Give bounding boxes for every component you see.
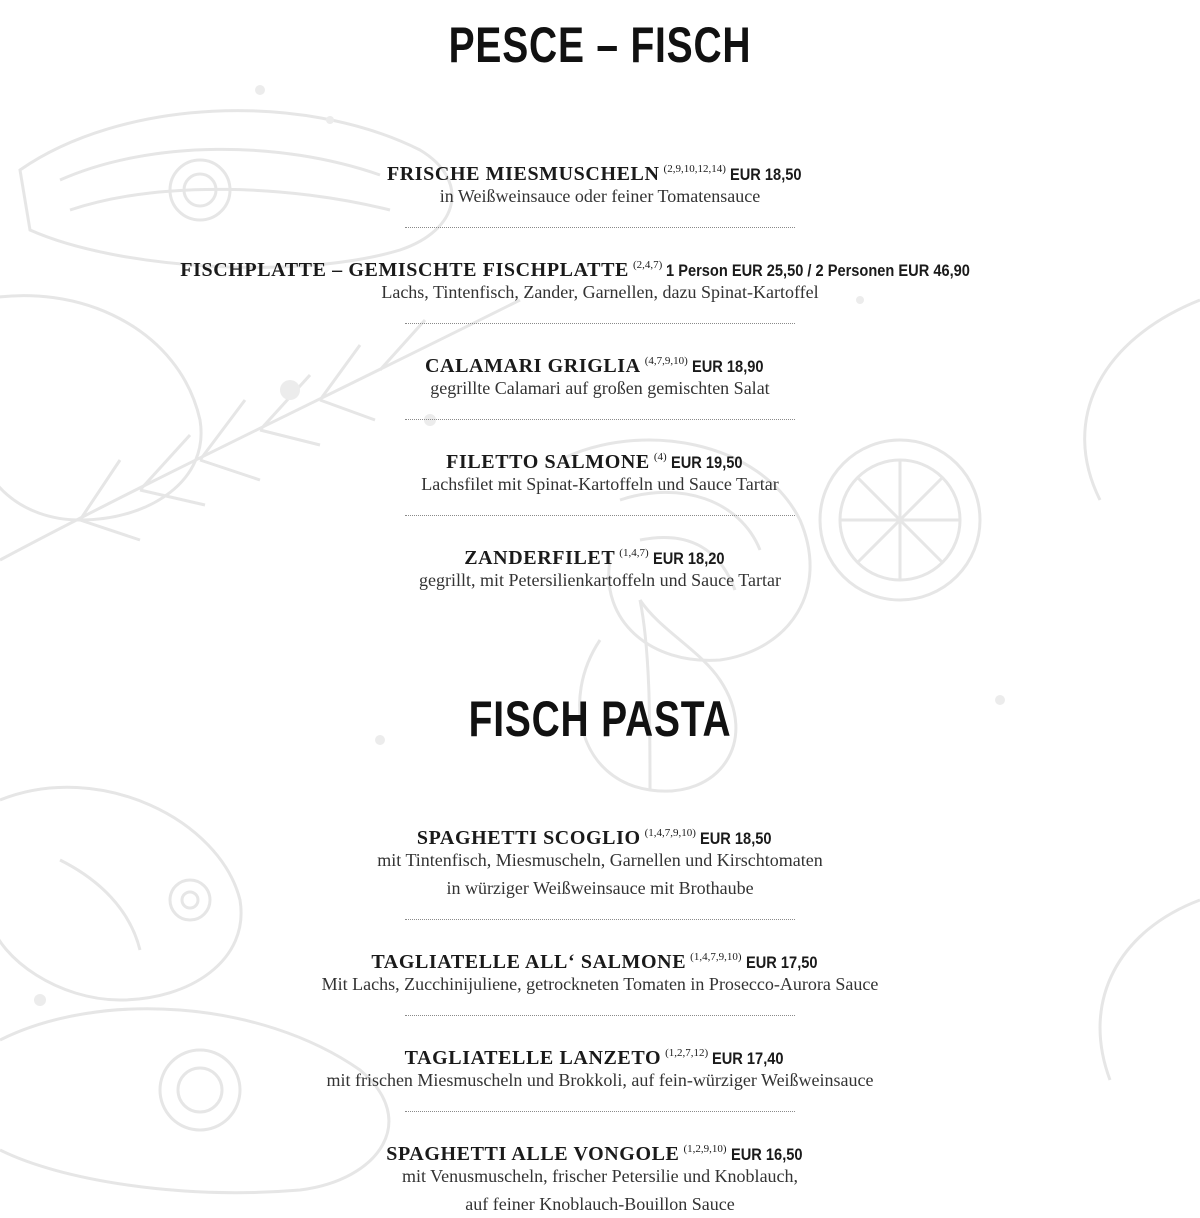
menu-item-price: 1 Person EUR 25,50 / 2 Personen EUR 46,90 <box>666 261 971 280</box>
menu-item <box>0 944 1200 998</box>
menu-item-description: Lachsfilet mit Spinat-Kartoffeln und Sauce Tartar <box>421 474 779 494</box>
section-items-pesce-fisch <box>0 156 1200 594</box>
menu-item <box>0 348 1200 402</box>
allergen-codes: (1,2,7,12) <box>665 1047 709 1059</box>
menu-item-name: FRISCHE MIESMUSCHELN <box>386 163 660 185</box>
menu-item-price: EUR 18,50 <box>729 165 802 184</box>
dotted-divider <box>405 1111 795 1112</box>
menu-item-name: FILETTO SALMONE <box>446 451 650 473</box>
menu-item <box>0 252 1200 306</box>
menu-item-description: Lachs, Tintenfisch, Zander, Garnellen, dazu Spinat-Kartoffel <box>381 282 819 302</box>
section-items-fisch-pasta <box>0 820 1200 1218</box>
menu-item-price: EUR 18,90 <box>691 357 764 376</box>
dotted-divider <box>405 515 795 516</box>
menu-item-price: EUR 18,20 <box>652 549 725 568</box>
allergen-codes: (4,7,9,10) <box>644 355 688 367</box>
menu-item-name: TAGLIATELLE ALL‘ SALMONE <box>371 951 687 973</box>
dotted-divider <box>405 323 795 324</box>
menu-item-description: in Weißweinsauce oder feiner Tomatensauce <box>439 186 761 206</box>
menu-item <box>0 1040 1200 1094</box>
menu-item <box>0 540 1200 594</box>
menu-item <box>0 156 1200 210</box>
menu-item-description: gegrillt, mit Petersilienkartoffeln und Sauce Tartar <box>419 570 781 590</box>
dotted-divider <box>405 419 795 420</box>
menu-item-price: EUR 18,50 <box>699 829 772 848</box>
menu-item-description: mit Tintenfisch, Miesmuscheln, Garnellen und Kirschtomaten <box>377 850 823 870</box>
allergen-codes: (4) <box>653 451 667 463</box>
menu-item <box>0 820 1200 902</box>
menu-item-price: EUR 17,40 <box>712 1049 784 1068</box>
allergen-codes: (2,4,7) <box>632 259 663 271</box>
dotted-divider <box>405 919 795 920</box>
menu-item-price: EUR 16,50 <box>730 1145 803 1164</box>
menu-item-description: in würziger Weißweinsauce mit Brothaube <box>446 878 754 898</box>
dotted-divider <box>405 1015 795 1016</box>
menu-item-name: ZANDERFILET <box>464 547 616 569</box>
allergen-codes: (2,9,10,12,14) <box>663 163 726 175</box>
menu-item-name: CALAMARI GRIGLIA <box>425 355 641 377</box>
menu-item-name: SPAGHETTI ALLE VONGOLE <box>386 1143 680 1165</box>
allergen-codes: (1,4,7) <box>619 547 649 559</box>
dotted-divider <box>405 227 795 228</box>
menu-item-description: gegrillte Calamari auf großen gemischten Salat <box>430 378 770 398</box>
allergen-codes: (1,4,7,9,10) <box>644 827 696 839</box>
menu-item-description: mit frischen Miesmuscheln und Brokkoli, auf fein-würziger Weißweinsauce <box>326 1070 874 1090</box>
section-title-fisch-pasta: FISCH PASTA <box>468 691 732 747</box>
menu-item-name: FISCHPLATTE – GEMISCHTE FISCHPLATTE <box>180 259 629 281</box>
menu-item <box>0 444 1200 498</box>
menu-item <box>0 1136 1200 1218</box>
allergen-codes: (1,2,9,10) <box>683 1143 727 1155</box>
menu-item-name: SPAGHETTI SCOGLIO <box>416 827 641 849</box>
menu-item-price: EUR 17,50 <box>745 953 818 972</box>
menu-item-description: Mit Lachs, Zucchinijuliene, getrockneten Tomaten in Prosecco-Aurora Sauce <box>321 974 879 994</box>
section-title-pesce-fisch: PESCE – FISCH <box>448 17 752 73</box>
allergen-codes: (1,4,7,9,10) <box>690 951 742 963</box>
menu-item-price: EUR 19,50 <box>670 453 743 472</box>
menu-item-description: mit Venusmuscheln, frischer Petersilie und Knoblauch, <box>401 1166 799 1186</box>
menu-item-name: TAGLIATELLE LANZETO <box>404 1047 662 1069</box>
menu-item-description: auf feiner Knoblauch-Bouillon Sauce <box>465 1194 735 1214</box>
